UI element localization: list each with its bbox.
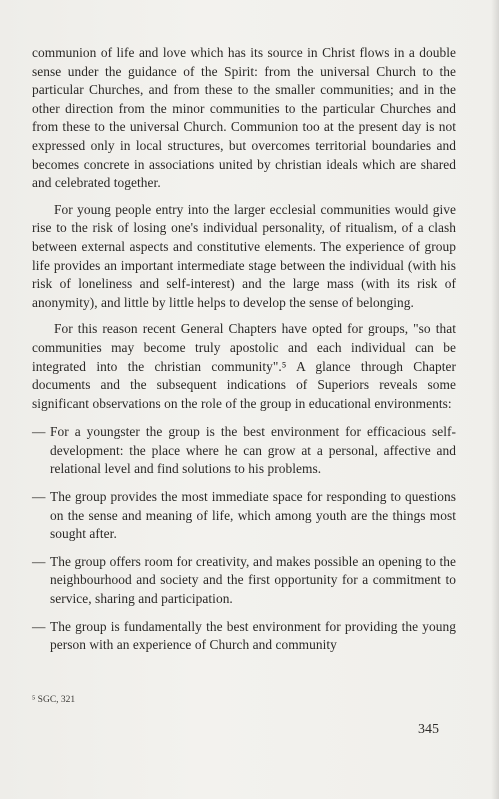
list-item-text: For a youngster the group is the best environment for efficacious self-development: the place where he can grow at a personal, affective and relational level and find solutions to his problems.	[50, 424, 456, 477]
paragraph-general-chapters: For this reason recent General Chapters have opted for groups, "so that communities may become truly apostolic and each individual can be integrated into the christian community".⁵ A glance through Chapter documents and the subsequent indications of Superiors reveals some significant observations on the role of the group in educational environments:	[32, 321, 456, 411]
binding-shadow	[491, 0, 499, 799]
paragraph-young-people: For young people entry into the larger ecclesial communities would give rise to the risk of losing one's individual personality, of ritualism, of a clash between external aspects and constitutive elements. The experience of group life provides an important intermediate stage between the individual (with his risk of loneliness and self-interest) and the large mass (with its risk of anonymity), and little by little helps to develop the sense of belonging.	[32, 201, 456, 310]
dash-marker: —	[32, 553, 46, 569]
list-item	[32, 618, 456, 655]
list-item-text: The group offers room for creativity, and makes possible an opening to the neighbourhood and society and the first opportunity for a commitment to service, sharing and participation.	[50, 553, 456, 607]
paragraph-continuation: communion of life and love which has its source in Christ flows in a double sense under the guidance of the Spirit: from the universal Church to the particular Churches, and from these to the smaller communities; and in the other direction from the minor communities to the particular Churches and from these to the universal Church. Communion too at the present day is not expressed only in local structures, but overcomes territorial boundaries and becomes concrete in associations united by christian ideals which are shared and celebrated together.	[32, 45, 456, 191]
list-item	[32, 553, 456, 609]
list-item	[32, 423, 456, 479]
page-number: 345	[418, 722, 439, 737]
list-item-text: The group is fundamentally the best environment for providing the young person with an experience of Church and community	[50, 618, 456, 653]
list-item-text: The group provides the most immediate space for responding to questions on the sense and meaning of life, which among youth are the things most sought after.	[50, 489, 456, 542]
group-observations-list	[32, 423, 456, 655]
body-text	[32, 44, 456, 664]
dash-marker: —	[32, 489, 46, 505]
footnote: ⁵ SGC, 321	[32, 695, 76, 705]
dash-marker: —	[32, 618, 46, 634]
list-item	[32, 488, 456, 544]
dash-marker: —	[32, 424, 46, 440]
